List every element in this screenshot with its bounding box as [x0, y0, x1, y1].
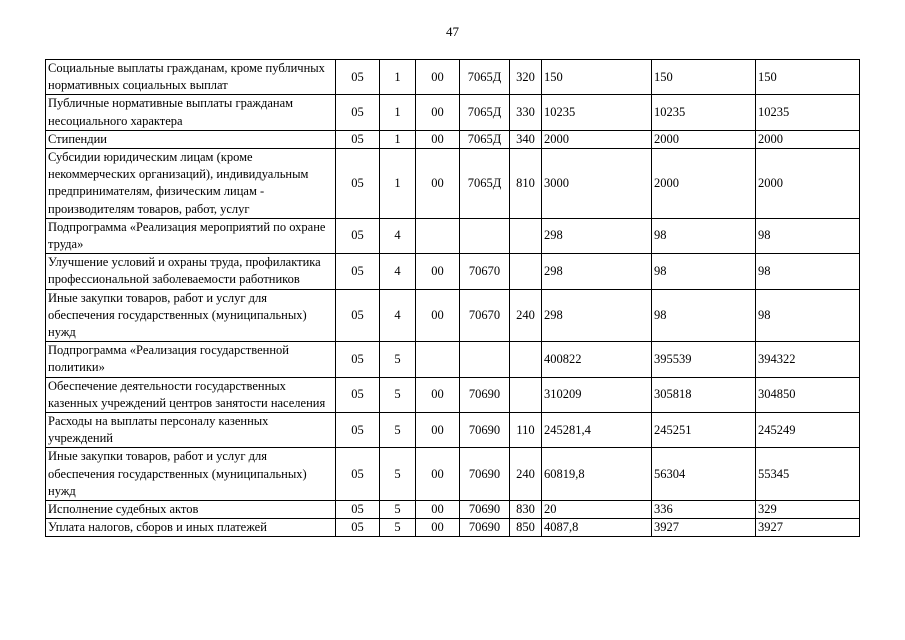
expense-type-code — [510, 218, 542, 253]
expense-type-code: 110 — [510, 413, 542, 448]
amount-year-3: 10235 — [756, 95, 860, 130]
amount-year-2: 245251 — [652, 413, 756, 448]
amount-year-1: 298 — [542, 218, 652, 253]
section-code: 05 — [336, 289, 380, 342]
table-row — [46, 149, 860, 219]
amount-year-2: 56304 — [652, 448, 756, 501]
amount-year-1: 150 — [542, 60, 652, 95]
target-article-part1: 00 — [416, 501, 460, 519]
amount-year-2: 98 — [652, 218, 756, 253]
target-article-part2: 7065Д — [460, 149, 510, 219]
subsection-code: 1 — [380, 149, 416, 219]
section-code: 05 — [336, 519, 380, 537]
target-article-part1: 00 — [416, 413, 460, 448]
table-row — [46, 377, 860, 412]
table-row — [46, 130, 860, 148]
amount-year-3: 2000 — [756, 149, 860, 219]
amount-year-1: 298 — [542, 254, 652, 289]
subsection-code: 5 — [380, 377, 416, 412]
row-name: Социальные выплаты гражданам, кроме публичных нормативных социальных выплат — [46, 60, 336, 95]
amount-year-3: 245249 — [756, 413, 860, 448]
table-row — [46, 218, 860, 253]
amount-year-3: 329 — [756, 501, 860, 519]
target-article-part1: 00 — [416, 254, 460, 289]
target-article-part1: 00 — [416, 289, 460, 342]
expense-type-code — [510, 377, 542, 412]
subsection-code: 1 — [380, 60, 416, 95]
amount-year-1: 298 — [542, 289, 652, 342]
amount-year-1: 400822 — [542, 342, 652, 377]
amount-year-2: 395539 — [652, 342, 756, 377]
amount-year-3: 304850 — [756, 377, 860, 412]
expense-type-code: 340 — [510, 130, 542, 148]
amount-year-1: 245281,4 — [542, 413, 652, 448]
amount-year-3: 98 — [756, 218, 860, 253]
subsection-code: 4 — [380, 289, 416, 342]
target-article-part1: 00 — [416, 519, 460, 537]
section-code: 05 — [336, 60, 380, 95]
section-code: 05 — [336, 377, 380, 412]
table-row — [46, 501, 860, 519]
table-row — [46, 519, 860, 537]
amount-year-1: 10235 — [542, 95, 652, 130]
amount-year-1: 60819,8 — [542, 448, 652, 501]
target-article-part1: 00 — [416, 95, 460, 130]
amount-year-3: 150 — [756, 60, 860, 95]
row-name: Уплата налогов, сборов и иных платежей — [46, 519, 336, 537]
row-name: Обеспечение деятельности государственных казенных учреждений центров занятости населения — [46, 377, 336, 412]
expense-type-code: 320 — [510, 60, 542, 95]
section-code: 05 — [336, 149, 380, 219]
table-row — [46, 289, 860, 342]
expense-type-code — [510, 342, 542, 377]
amount-year-3: 3927 — [756, 519, 860, 537]
target-article-part2 — [460, 342, 510, 377]
table-row — [46, 342, 860, 377]
amount-year-2: 305818 — [652, 377, 756, 412]
subsection-code: 5 — [380, 519, 416, 537]
target-article-part1: 00 — [416, 377, 460, 412]
expense-type-code: 850 — [510, 519, 542, 537]
row-name: Подпрограмма «Реализация мероприятий по охране труда» — [46, 218, 336, 253]
amount-year-1: 4087,8 — [542, 519, 652, 537]
amount-year-2: 150 — [652, 60, 756, 95]
subsection-code: 5 — [380, 448, 416, 501]
amount-year-3: 2000 — [756, 130, 860, 148]
target-article-part2: 70690 — [460, 377, 510, 412]
subsection-code: 1 — [380, 130, 416, 148]
target-article-part2 — [460, 218, 510, 253]
section-code: 05 — [336, 342, 380, 377]
amount-year-1: 2000 — [542, 130, 652, 148]
section-code: 05 — [336, 254, 380, 289]
section-code: 05 — [336, 95, 380, 130]
row-name: Иные закупки товаров, работ и услуг для обеспечения государственных (муниципальных) нужд — [46, 448, 336, 501]
row-name: Стипендии — [46, 130, 336, 148]
amount-year-2: 2000 — [652, 130, 756, 148]
expense-type-code: 810 — [510, 149, 542, 219]
row-name: Улучшение условий и охраны труда, профилактика профессиональной заболеваемости работников — [46, 254, 336, 289]
row-name: Иные закупки товаров, работ и услуг для обеспечения государственных (муниципальных) нужд — [46, 289, 336, 342]
amount-year-2: 2000 — [652, 149, 756, 219]
target-article-part1: 00 — [416, 149, 460, 219]
target-article-part2: 70670 — [460, 254, 510, 289]
subsection-code: 5 — [380, 342, 416, 377]
section-code: 05 — [336, 501, 380, 519]
table-row — [46, 448, 860, 501]
target-article-part1 — [416, 342, 460, 377]
amount-year-2: 98 — [652, 289, 756, 342]
amount-year-3: 98 — [756, 254, 860, 289]
target-article-part2: 7065Д — [460, 60, 510, 95]
amount-year-2: 98 — [652, 254, 756, 289]
table-row — [46, 60, 860, 95]
row-name: Расходы на выплаты персоналу казенных учреждений — [46, 413, 336, 448]
target-article-part2: 70690 — [460, 501, 510, 519]
budget-table — [45, 59, 860, 537]
subsection-code: 1 — [380, 95, 416, 130]
amount-year-1: 3000 — [542, 149, 652, 219]
subsection-code: 5 — [380, 501, 416, 519]
target-article-part1 — [416, 218, 460, 253]
target-article-part2: 70690 — [460, 413, 510, 448]
target-article-part1: 00 — [416, 130, 460, 148]
amount-year-2: 336 — [652, 501, 756, 519]
expense-type-code: 330 — [510, 95, 542, 130]
row-name: Субсидии юридическим лицам (кроме некоммерческих организаций), индивидуальным предпринимателям, физическим лицам - производителям товаров, работ, услуг — [46, 149, 336, 219]
section-code: 05 — [336, 448, 380, 501]
target-article-part1: 00 — [416, 60, 460, 95]
subsection-code: 4 — [380, 254, 416, 289]
table-row — [46, 95, 860, 130]
section-code: 05 — [336, 218, 380, 253]
amount-year-2: 3927 — [652, 519, 756, 537]
target-article-part2: 70670 — [460, 289, 510, 342]
page-number: 47 — [446, 24, 459, 39]
expense-type-code: 830 — [510, 501, 542, 519]
amount-year-1: 310209 — [542, 377, 652, 412]
expense-type-code: 240 — [510, 448, 542, 501]
section-code: 05 — [336, 130, 380, 148]
expense-type-code — [510, 254, 542, 289]
subsection-code: 5 — [380, 413, 416, 448]
target-article-part2: 7065Д — [460, 95, 510, 130]
table-row — [46, 254, 860, 289]
row-name: Подпрограмма «Реализация государственной политики» — [46, 342, 336, 377]
section-code: 05 — [336, 413, 380, 448]
row-name: Исполнение судебных актов — [46, 501, 336, 519]
table-row — [46, 413, 860, 448]
amount-year-2: 10235 — [652, 95, 756, 130]
target-article-part2: 7065Д — [460, 130, 510, 148]
amount-year-3: 98 — [756, 289, 860, 342]
amount-year-3: 394322 — [756, 342, 860, 377]
target-article-part2: 70690 — [460, 448, 510, 501]
amount-year-3: 55345 — [756, 448, 860, 501]
amount-year-1: 20 — [542, 501, 652, 519]
target-article-part2: 70690 — [460, 519, 510, 537]
target-article-part1: 00 — [416, 448, 460, 501]
subsection-code: 4 — [380, 218, 416, 253]
row-name: Публичные нормативные выплаты гражданам несоциального характера — [46, 95, 336, 130]
expense-type-code: 240 — [510, 289, 542, 342]
